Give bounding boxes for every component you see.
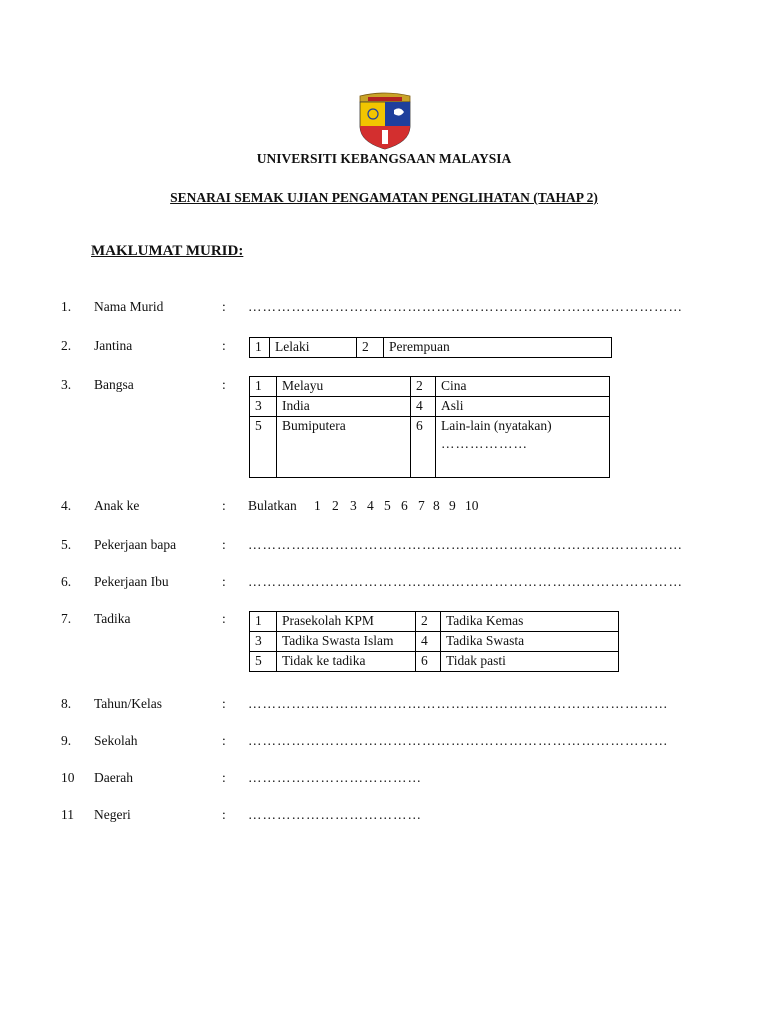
university-crest-logo: [356, 92, 414, 150]
tadika-options-table: [249, 611, 619, 672]
field-label-jantina: Jantina: [94, 338, 133, 353]
colon: :: [222, 299, 226, 314]
anak-ke-choice[interactable]: 1: [314, 498, 321, 513]
option-code: 4: [416, 632, 441, 652]
option-code: 1: [250, 338, 270, 358]
colon: :: [222, 611, 226, 626]
university-name: UNIVERSITI KEBANGSAAN MALAYSIA: [256, 151, 512, 166]
field-label-nama-murid: Nama Murid: [94, 299, 164, 314]
option-asli[interactable]: Asli: [436, 397, 610, 417]
option-india[interactable]: India: [277, 397, 411, 417]
daerah-blank[interactable]: ………………………………: [248, 770, 422, 785]
field-label-negeri: Negeri: [94, 807, 131, 822]
option-tidak-ke-tadika[interactable]: Tidak ke tadika: [277, 652, 416, 672]
anak-ke-choice[interactable]: 7: [418, 498, 425, 513]
anak-ke-choice[interactable]: 10: [465, 498, 479, 513]
anak-ke-instruction: Bulatkan: [248, 498, 297, 513]
option-code: 6: [411, 417, 436, 478]
anak-ke-choice[interactable]: 5: [384, 498, 391, 513]
option-code: 2: [357, 338, 384, 358]
field-label-anak-ke: Anak ke: [94, 498, 140, 513]
section-title: MAKLUMAT MURID:: [91, 243, 244, 259]
item-number: 5.: [61, 537, 72, 552]
option-tadika-swasta[interactable]: Tadika Swasta: [441, 632, 619, 652]
field-label-pekerjaan-ibu: Pekerjaan Ibu: [94, 574, 169, 589]
anak-ke-choice[interactable]: 3: [350, 498, 357, 513]
anak-ke-choice[interactable]: 8: [433, 498, 440, 513]
anak-ke-choice[interactable]: 6: [401, 498, 408, 513]
option-code: 5: [250, 417, 277, 478]
option-code: 2: [416, 612, 441, 632]
pekerjaan-bapa-blank[interactable]: ………………………………………………………………………………: [248, 537, 683, 552]
item-number: 4.: [61, 498, 72, 513]
field-label-bangsa: Bangsa: [94, 377, 134, 392]
item-number: 10: [61, 770, 75, 785]
option-cina[interactable]: Cina: [436, 377, 610, 397]
option-prasekolah-kpm[interactable]: Prasekolah KPM: [277, 612, 416, 632]
option-melayu[interactable]: Melayu: [277, 377, 411, 397]
jantina-options-table: [249, 337, 612, 358]
colon: :: [222, 770, 226, 785]
field-label-tahun-kelas: Tahun/Kelas: [94, 696, 163, 711]
option-code: 2: [411, 377, 436, 397]
item-number: 2.: [61, 338, 72, 353]
item-number: 6.: [61, 574, 72, 589]
colon: :: [222, 574, 226, 589]
field-label-daerah: Daerah: [94, 770, 133, 785]
anak-ke-choice[interactable]: 9: [449, 498, 456, 513]
colon: :: [222, 807, 226, 822]
colon: :: [222, 537, 226, 552]
option-tadika-swasta-islam[interactable]: Tadika Swasta Islam: [277, 632, 416, 652]
colon: :: [222, 498, 226, 513]
anak-ke-choice[interactable]: 2: [332, 498, 339, 513]
option-lain-lain-label: Lain-lain (nyatakan): [441, 418, 552, 433]
colon: :: [222, 377, 226, 392]
field-label-sekolah: Sekolah: [94, 733, 138, 748]
option-code: 6: [416, 652, 441, 672]
item-number: 9.: [61, 733, 72, 748]
option-code: 5: [250, 652, 277, 672]
field-label-tadika: Tadika: [94, 611, 131, 626]
sekolah-blank[interactable]: ……………………………………………………………………………: [248, 733, 669, 748]
option-tidak-pasti[interactable]: Tidak pasti: [441, 652, 619, 672]
option-bumiputera[interactable]: Bumiputera: [277, 417, 411, 478]
item-number: 3.: [61, 377, 72, 392]
pekerjaan-ibu-blank[interactable]: ………………………………………………………………………………: [248, 574, 683, 589]
tahun-kelas-blank[interactable]: ……………………………………………………………………………: [248, 696, 669, 711]
option-lain-lain[interactable]: [436, 417, 610, 478]
option-tadika-kemas[interactable]: Tadika Kemas: [441, 612, 619, 632]
option-perempuan[interactable]: Perempuan: [384, 338, 612, 358]
option-code: 1: [250, 612, 277, 632]
lain-lain-blank[interactable]: ………………: [441, 436, 528, 451]
option-code: 4: [411, 397, 436, 417]
item-number: 11: [61, 807, 74, 822]
colon: :: [222, 338, 226, 353]
option-code: 3: [250, 632, 277, 652]
option-code: 3: [250, 397, 277, 417]
item-number: 1.: [61, 299, 72, 314]
item-number: 7.: [61, 611, 72, 626]
anak-ke-choice[interactable]: 4: [367, 498, 374, 513]
bangsa-options-table: [249, 376, 610, 478]
form-title: SENARAI SEMAK UJIAN PENGAMATAN PENGLIHATAN (TAHAP 2): [170, 190, 598, 205]
option-lelaki[interactable]: Lelaki: [270, 338, 357, 358]
colon: :: [222, 696, 226, 711]
negeri-blank[interactable]: ………………………………: [248, 807, 422, 822]
colon: :: [222, 733, 226, 748]
field-label-pekerjaan-bapa: Pekerjaan bapa: [94, 537, 177, 552]
option-code: 1: [250, 377, 277, 397]
nama-murid-blank[interactable]: ………………………………………………………………………………: [248, 299, 683, 314]
item-number: 8.: [61, 696, 72, 711]
